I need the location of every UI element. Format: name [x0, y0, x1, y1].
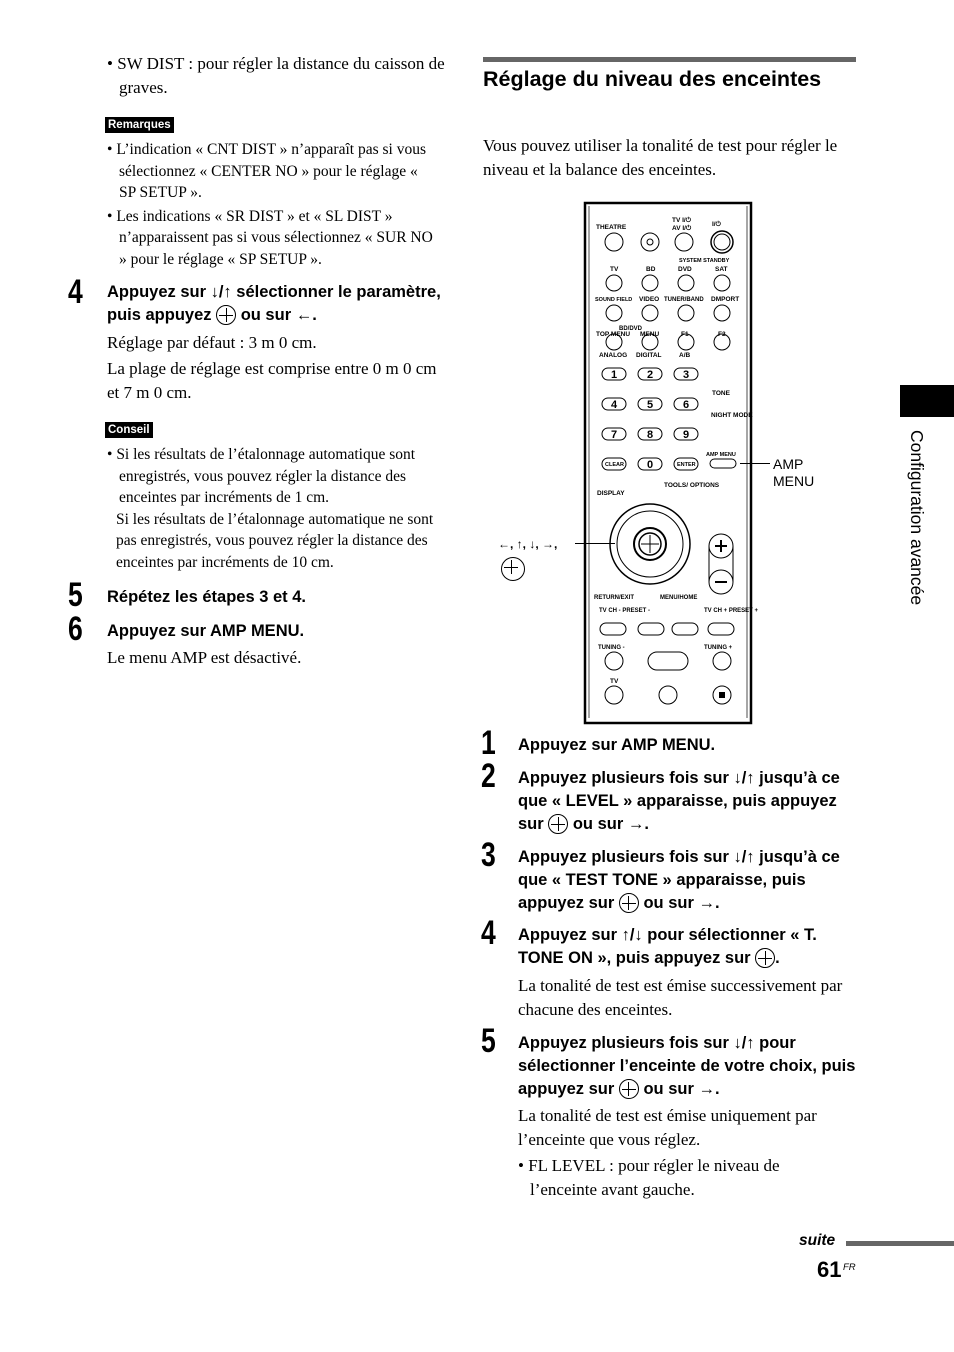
fl-level-bullet: • FL LEVEL : pour régler le niveau de l’enceinte avant gauche. [518, 1156, 780, 1199]
svg-text:BD/DVD: BD/DVD [619, 326, 643, 332]
enter-button-icon [755, 948, 775, 968]
step6-body: Le menu AMP est désactivé. [107, 648, 302, 667]
svg-text:SOUND FIELD: SOUND FIELD [595, 297, 633, 303]
remarque-item: • Les indications « SR DIST » et « SL DIST » n’apparaissent pas si vous sélectionnez « SUR NO » pour le réglage « SP SETUP ». [107, 207, 433, 268]
step-number: 3 [481, 836, 496, 874]
keypad-key-label: 3 [683, 369, 690, 381]
keypad-key-label: 9 [683, 429, 690, 441]
step2-instruction: Appuyez plusieurs fois sur ↓/↑ jusqu’à ce que « LEVEL » apparaisse, puis appuyez sur ou sur →. [518, 769, 840, 833]
svg-text:VIDEO: VIDEO [639, 296, 660, 303]
svg-text:TV CH - PRESET -: TV CH - PRESET - [599, 608, 651, 614]
enter-button-icon [619, 1079, 639, 1099]
step-number: 6 [68, 610, 83, 648]
svg-text:TV CH + PRESET +: TV CH + PRESET + [704, 608, 759, 614]
svg-text:ANALOG: ANALOG [599, 352, 628, 359]
svg-text:TUNING -: TUNING - [598, 645, 625, 651]
remote-label: THEATRE [596, 224, 627, 231]
keypad-key-label: 0 [647, 459, 654, 471]
svg-text:DMPORT: DMPORT [711, 296, 740, 303]
keypad-key-label: ENTER [677, 462, 696, 468]
keypad-key-label: 5 [647, 399, 654, 411]
remarques-tag: Remarques [105, 117, 174, 133]
svg-text:AMP MENU: AMP MENU [706, 452, 736, 458]
step-number: 1 [481, 724, 496, 762]
svg-text:NIGHT MODE: NIGHT MODE [711, 412, 753, 419]
keypad-key-label: 4 [611, 399, 618, 411]
remote-label: I/⏻ [712, 221, 721, 228]
svg-text:MENU/HOME: MENU/HOME [660, 595, 698, 601]
enter-button-icon [548, 814, 568, 834]
callout-line [575, 543, 615, 544]
remote-label: SYSTEM STANDBY [679, 258, 730, 264]
remote-label: AV I/⏻ [672, 225, 692, 232]
callout-amp-menu: AMP MENU [773, 456, 815, 489]
svg-text:F2: F2 [718, 331, 726, 338]
sw-dist-text: SW DIST : pour régler la distance du caisson de graves. [117, 54, 445, 97]
svg-text:SAT: SAT [715, 266, 728, 273]
step4-default: Réglage par défaut : 3 m 0 cm. [107, 333, 317, 352]
keypad-key-label: 7 [611, 429, 618, 441]
svg-text:TUNING +: TUNING + [704, 645, 733, 651]
step4-instruction-right: Appuyez sur ↑/↓ pour sélectionner « T. TONE ON », puis appuyez sur . [518, 926, 817, 967]
svg-text:A/B: A/B [679, 352, 691, 359]
keypad-key-label: 1 [611, 369, 618, 381]
step5-instruction-right: Appuyez plusieurs fois sur ↓/↑ pour sélectionner l’enceinte de votre choix, puis appuyez sur ou sur →. [518, 1034, 856, 1098]
step1-instruction: Appuyez sur AMP MENU. [518, 736, 716, 754]
suite-label: suite [799, 1232, 836, 1249]
keypad-key-label: 8 [647, 429, 654, 441]
step-number: 4 [68, 273, 83, 311]
keypad-key-label: 2 [647, 369, 654, 381]
remarque-item: • L’indication « CNT DIST » n’apparaît pas si vous sélectionnez « CENTER NO » pour le réglage « SP SETUP ». [107, 141, 426, 201]
step-number: 5 [481, 1022, 496, 1060]
suite-rule [846, 1241, 954, 1246]
keypad-key-label: CLEAR [605, 462, 624, 468]
svg-text:TOOLS/ OPTIONS: TOOLS/ OPTIONS [664, 482, 720, 489]
step4-instruction: Appuyez sur ↓/↑ sélectionner le paramètre, puis appuyez ou sur ←. [107, 283, 441, 324]
svg-text:RETURN/EXIT: RETURN/EXIT [594, 595, 635, 601]
remote-label: TV I/⏻ [672, 217, 691, 224]
page-lang: FR [843, 1262, 856, 1273]
svg-text:MENU: MENU [640, 331, 660, 338]
enter-button-icon [619, 893, 639, 913]
remote-control-illustration [584, 202, 759, 718]
conseil-tag: Conseil [105, 422, 153, 438]
callout-line [740, 463, 770, 464]
svg-text:TOP MENU: TOP MENU [596, 331, 631, 338]
step4-body-right: La tonalité de test est émise successivement par chacune des enceintes. [518, 976, 843, 1019]
step5-instruction: Répétez les étapes 3 et 4. [107, 588, 307, 606]
svg-text:DISPLAY: DISPLAY [597, 490, 625, 497]
svg-text:TUNER/BAND: TUNER/BAND [664, 297, 704, 303]
svg-text:DIGITAL: DIGITAL [636, 352, 662, 359]
section-intro: Vous pouvez utiliser la tonalité de test pour régler le niveau et la balance des enceintes. [483, 136, 838, 179]
svg-text:TONE: TONE [712, 390, 730, 397]
enter-button-icon [216, 305, 236, 325]
step6-instruction: Appuyez sur AMP MENU. [107, 622, 305, 640]
callout-arrows: ←, ↑, ↓, →, [498, 537, 558, 551]
step4-range: La plage de réglage est comprise entre 0 m 0 cm et 7 m 0 cm. [107, 359, 437, 402]
step-number: 5 [68, 576, 83, 614]
step3-instruction: Appuyez plusieurs fois sur ↓/↑ jusqu’à ce que « TEST TONE » apparaisse, puis appuyez sur ou sur →. [518, 848, 840, 912]
section-tab-marker [900, 385, 954, 417]
enter-button-icon [501, 557, 525, 581]
svg-text:F1: F1 [681, 331, 689, 338]
svg-text:TV: TV [610, 678, 619, 685]
sidebar-section-label: Configuration avancée [907, 430, 927, 606]
section-title: Réglage du niveau des enceintes [483, 67, 822, 91]
step5-body-right: La tonalité de test est émise uniquement par l’enceinte que vous réglez. [518, 1106, 817, 1149]
remarques-list [107, 139, 437, 270]
section-rule [483, 57, 856, 62]
keypad-key-label: 6 [683, 399, 690, 411]
sw-dist-bullet: • SW DIST : pour régler la distance du caisson de graves. [107, 54, 445, 97]
step-number: 2 [481, 757, 496, 795]
page-number: 61 [817, 1257, 842, 1282]
svg-text:TV: TV [610, 266, 619, 273]
step-number: 4 [481, 914, 496, 952]
svg-text:BD: BD [646, 266, 656, 273]
conseil-text: • Si les résultats de l’étalonnage automatique sont enregistrés, vous pouvez régler la distance des enceintes par incréments de 1 cm. Si les résultats de l’étalonnage automatique ne sont pas enregistrés, vous pouvez régler la distance des enceintes par incréments de 10 cm. [107, 446, 434, 571]
svg-text:DVD: DVD [678, 266, 692, 273]
